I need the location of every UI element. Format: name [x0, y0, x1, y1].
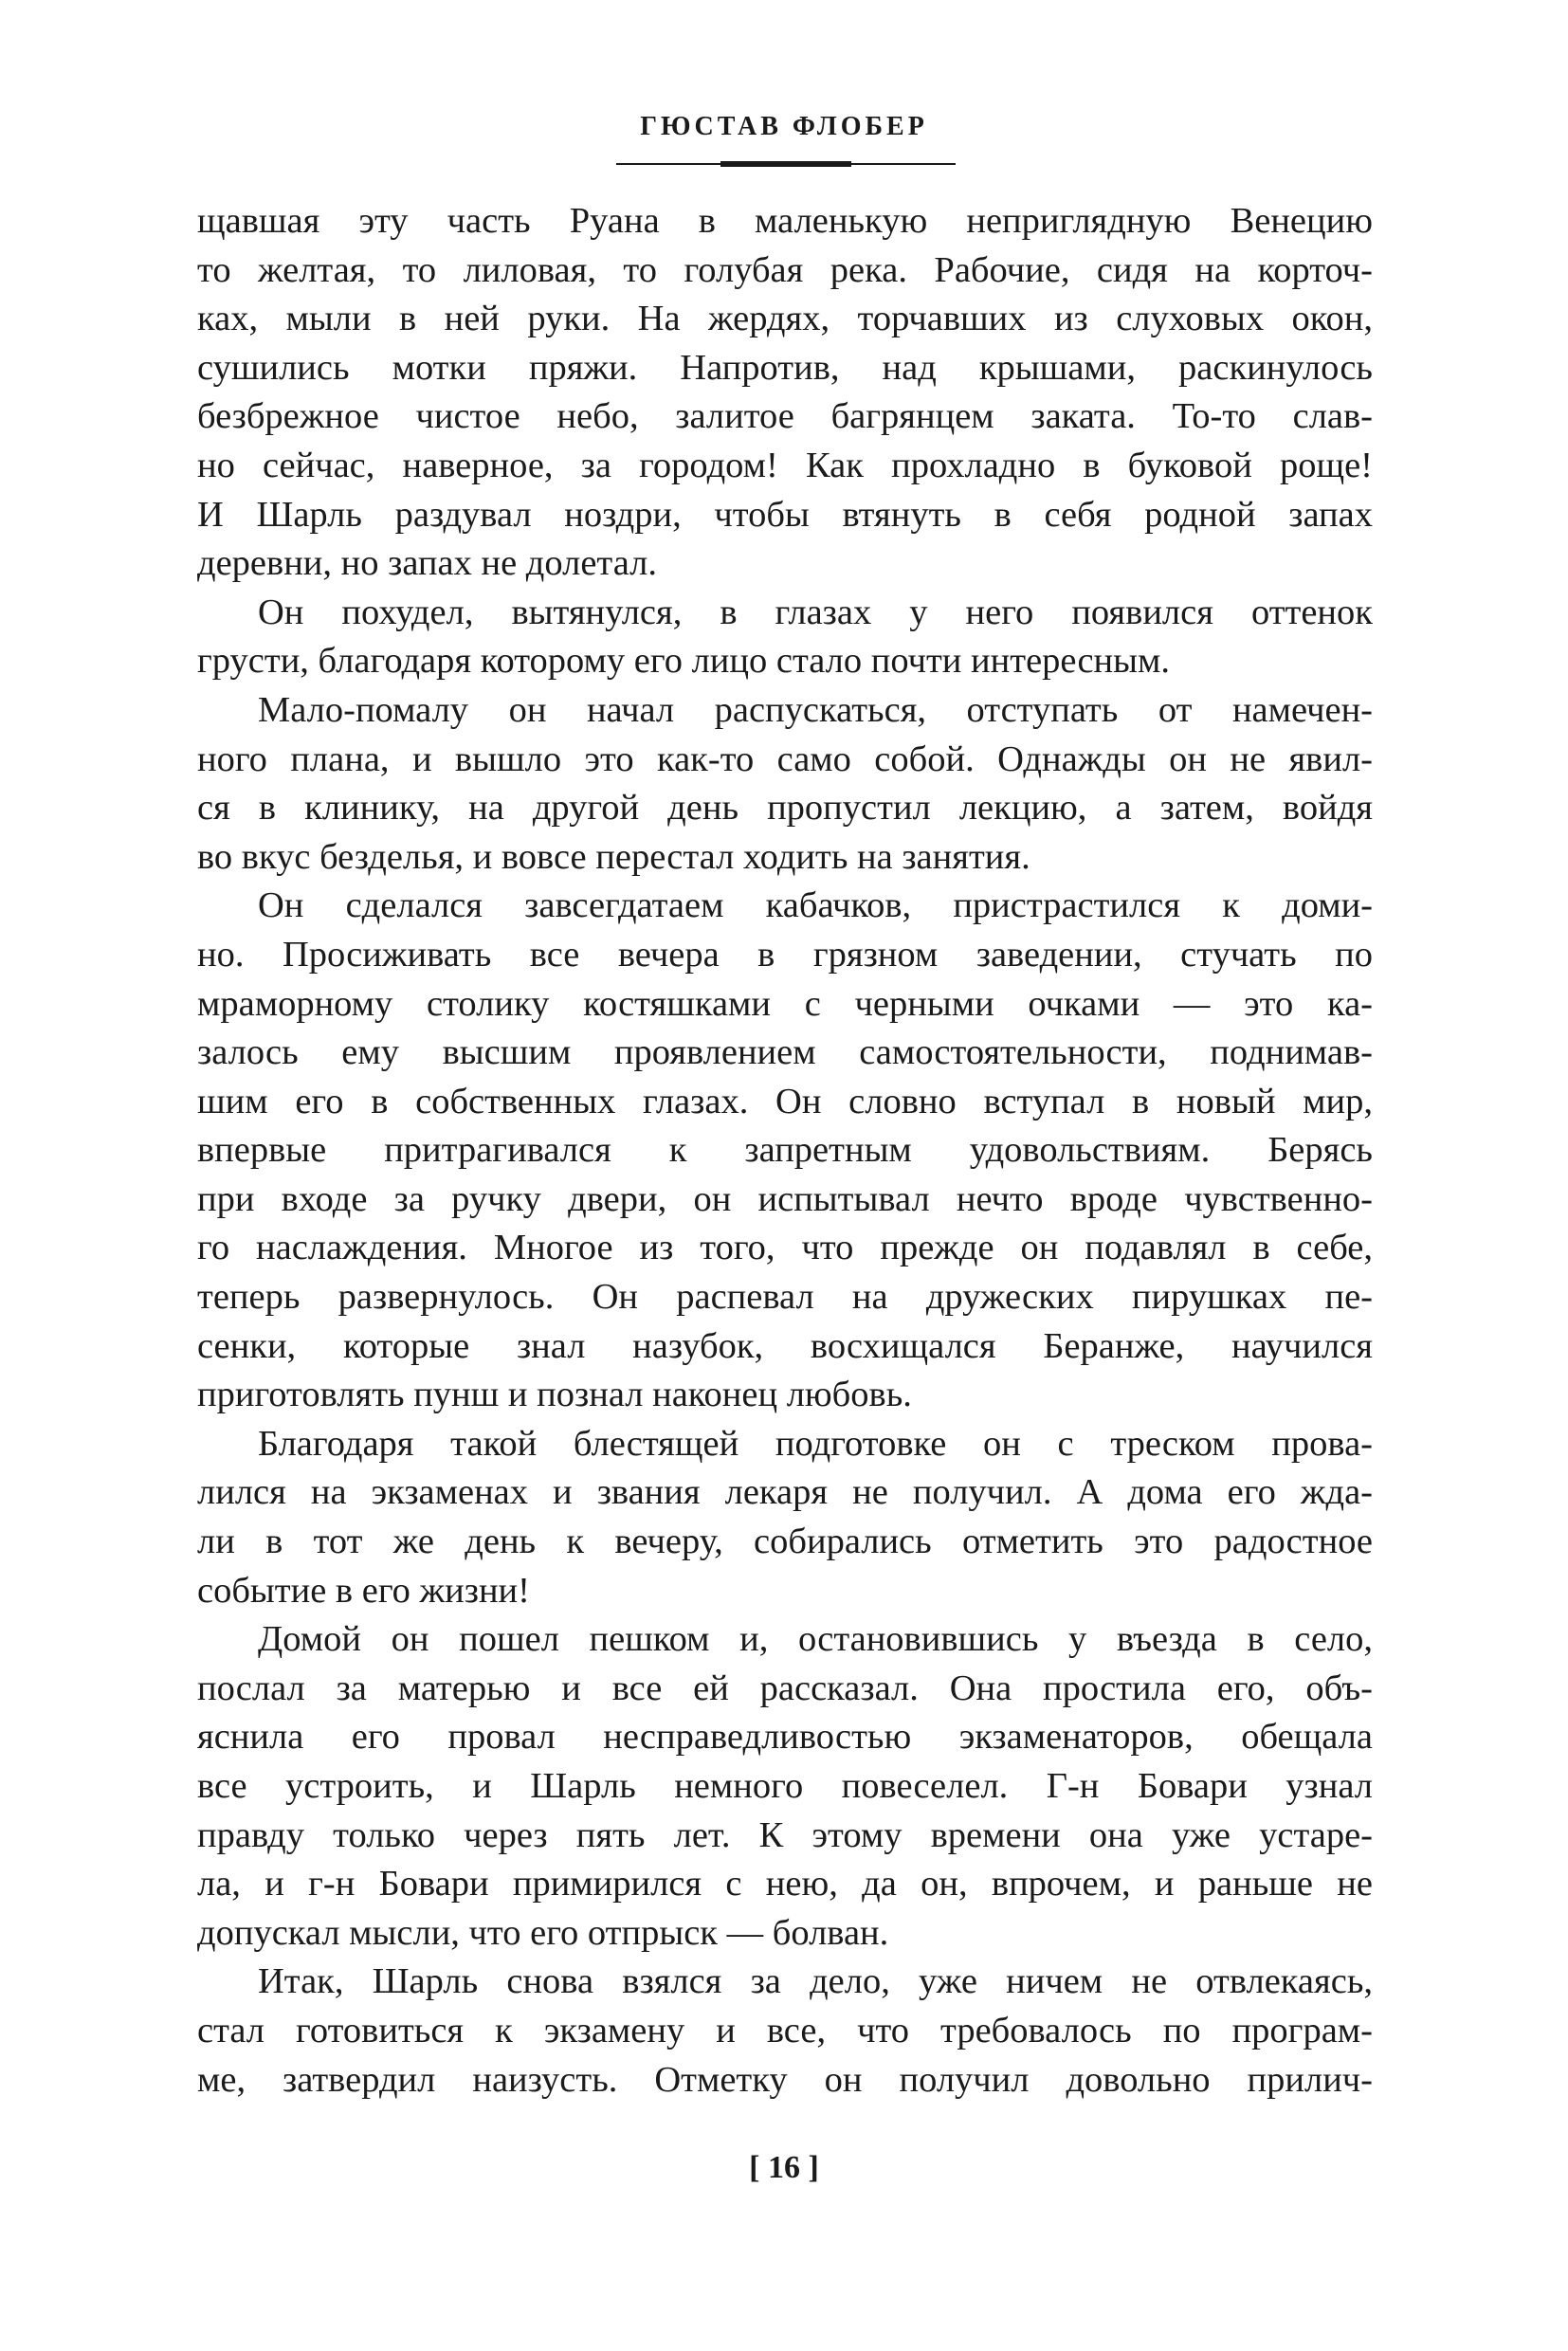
text-line: то желтая, то лиловая, то голубая река. Рабочие, сидя на корточ-	[197, 249, 1373, 290]
page-number: [ 16 ]	[749, 2150, 819, 2185]
text-line: лился на экзаменах и звания лекаря не получил. А дома его жда-	[197, 1472, 1373, 1513]
text-line: послал за матерью и все ей рассказал. Она простила его, объ-	[197, 1668, 1373, 1708]
text-line: Мало-помалу он начал распускаться, отступать от намечен-	[258, 689, 1373, 730]
text-line: все устроить, и Шарль немного повеселел. Г-н Бовари узнал	[197, 1766, 1373, 1806]
text-line: шим его в собственных глазах. Он словно вступал в новый мир,	[197, 1081, 1373, 1121]
text-line: Он похудел, вытянулся, в глазах у него появился оттенок	[258, 592, 1373, 632]
text-line: залось ему высшим проявлением самостоятельности, поднимав-	[197, 1032, 1373, 1073]
text-line: во вкус безделья, и вовсе перестал ходить на занятия.	[197, 836, 1030, 877]
text-line: стал готовиться к экзамену и все, что требовалось по програм-	[197, 2010, 1373, 2050]
text-line: Домой он пошел пешком и, остановившись у въезда в село,	[258, 1619, 1373, 1660]
text-line: грусти, благодаря которому его лицо стало почти интересным.	[197, 641, 1171, 682]
text-line: го наслаждения. Многое из того, что прежде он подавлял в себе,	[197, 1228, 1373, 1268]
text-line: Благодаря такой блестящей подготовке он с треском прова-	[258, 1423, 1373, 1464]
text-line: при входе за ручку двери, он испытывал нечто вроде чувственно-	[197, 1178, 1373, 1219]
text-line: допускал мысли, что его отпрыск — болван.	[197, 1912, 889, 1953]
text-line: ли в тот же день к вечеру, собирались отметить это радостное	[197, 1522, 1373, 1562]
text-line: но. Просиживать все вечера в грязном заведении, стучать по	[197, 934, 1373, 975]
text-line: впервые притрагивался к запретным удовольствиям. Берясь	[197, 1130, 1373, 1171]
text-line: но сейчас, наверное, за городом! Как прохладно в буковой роще!	[197, 445, 1373, 485]
text-line: ного плана, и вышло это как-то само собой. Однажды он не явил-	[197, 738, 1373, 779]
header-ornament-rule	[616, 163, 956, 165]
text-line: приготовлять пунш и познал наконец любовь.	[197, 1375, 912, 1415]
text-line: ме, затвердил наизусть. Отметку он получил довольно прилич-	[197, 2059, 1373, 2100]
text-line: И Шарль раздувал ноздри, чтобы втянуть в себя родной запах	[197, 494, 1373, 535]
text-line: Он сделался завсегдатаем кабачков, пристрастился к доми-	[258, 885, 1373, 926]
text-line: сушились мотки пряжи. Напротив, над крышами, раскинулось	[197, 347, 1373, 388]
text-line: ках, мыли в ней руки. На жердях, торчавших из слуховых окон,	[197, 299, 1373, 339]
text-line: теперь развернулось. Он распевал на дружеских пирушках пе-	[197, 1277, 1373, 1318]
text-line: яснила его провал несправедливостью экзаменаторов, обещала	[197, 1717, 1373, 1758]
running-head-author: ГЮСТАВ ФЛОБЕР	[640, 112, 928, 141]
text-line: правду только через пять лет. К этому времени она уже устаре-	[197, 1814, 1373, 1855]
text-line: безбрежное чистое небо, залитое багрянцем заката. То-то слав-	[197, 396, 1373, 437]
text-line: ся в клинику, на другой день пропустил лекцию, а затем, войдя	[197, 788, 1373, 829]
text-line: сенки, которые знал назубок, восхищался Беранже, научился	[197, 1325, 1373, 1366]
text-line: Итак, Шарль снова взялся за дело, уже ничем не отвлекаясь,	[258, 1961, 1373, 2002]
text-line: щавшая эту часть Руана в маленькую неприглядную Венецию	[197, 201, 1373, 241]
text-line: деревни, но запах не долетал.	[197, 543, 657, 584]
text-line: ла, и г-н Бовари примирился с нею, да он, впрочем, и раньше не	[197, 1864, 1373, 1904]
text-line: мраморному столику костяшками с черными очками — это ка-	[197, 983, 1373, 1024]
text-line: событие в его жизни!	[197, 1570, 530, 1611]
body-text	[197, 197, 1373, 2105]
